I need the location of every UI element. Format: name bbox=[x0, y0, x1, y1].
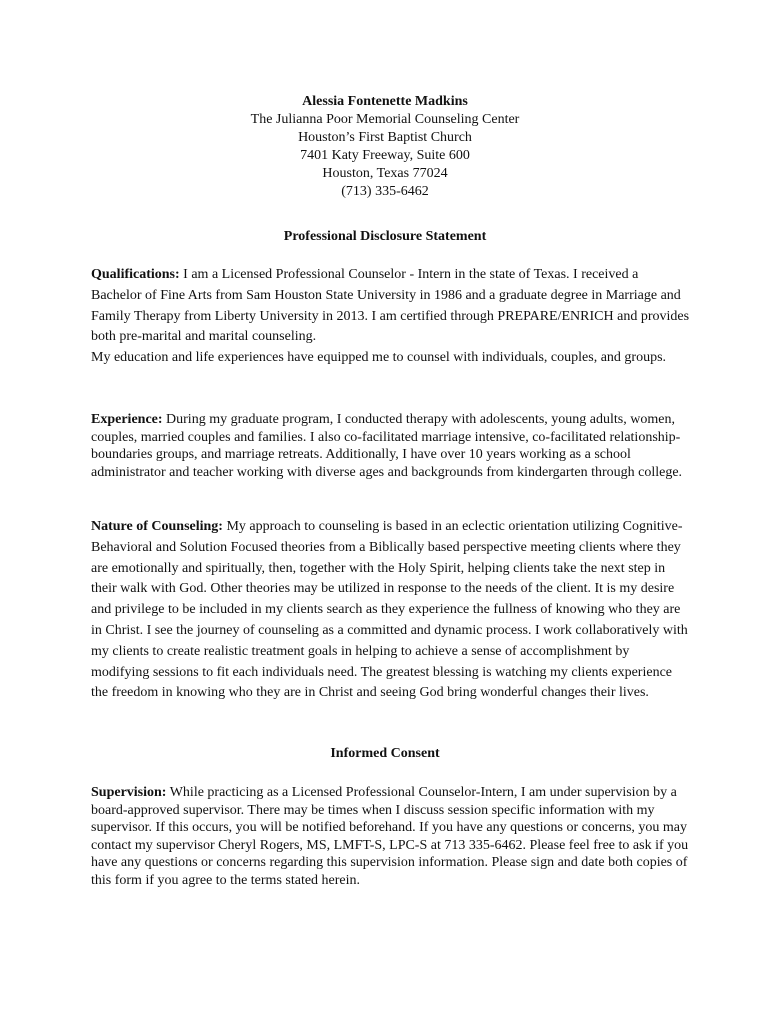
supervision-text: While practicing as a Licensed Professional Counselor-Intern, I am under supervision by a board-approved supervisor. There may be times when I discuss session specific information with my supervisor. If this occurs, you will be notified beforehand. If you have any questions or concerns, you may contact my supervisor Cheryl Rogers, MS, LMFT-S, LPC-S at 713 335-6462. Please feel free to ask if you have any questions or concerns regarding this supervision information. Please sign and date both copies of this form if you agree to the terms stated herein. bbox=[91, 785, 689, 888]
street-address: 7401 Katy Freeway, Suite 600 bbox=[300, 148, 470, 163]
nature-text: My approach to counseling is based in an eclectic orientation utilizing Cognitive-Behavioral and Solution Focused theories from a Biblically based perspective meeting clients where they are emotionally and spiritually, then, together with the Holy Spirit, helping clients take the next step in their walk with God. Other theories may be utilized in response to the needs of the client. It is my desire and privilege to be included in my clients search as they experience the fullness of knowing who they are in Christ. I see the journey of counseling as a committed and dynamic process. I work collaboratively with my clients to create realistic treatment goals in helping to achieve a sense of accomplishment by modifying sessions to fit each individuals need. The greatest blessing is watching my clients experience the freedom in knowing who they are in Christ and seeing God bring wonderful changes their lives. bbox=[91, 519, 688, 701]
experience-text: During my graduate program, I conducted therapy with adolescents, young adults, women, couples, married couples and families. I also co-facilitated marriage intensive, co-facilitated relationship-boundaries groups, and marriage retreats. Additionally, I have over 10 years working as a school administrator and teacher working with diverse ages and backgrounds from kindergarten through college. bbox=[91, 412, 683, 480]
organization-name: The Julianna Poor Memorial Counseling Center bbox=[250, 112, 520, 127]
supervision-label: Supervision: bbox=[91, 785, 167, 800]
disclosure-heading: Professional Disclosure Statement bbox=[283, 229, 487, 244]
church-name: Houston’s First Baptist Church bbox=[298, 130, 472, 145]
supervision-paragraph bbox=[91, 784, 691, 889]
nature-paragraph bbox=[91, 517, 691, 704]
counselor-name: Alessia Fontenette Madkins bbox=[302, 94, 468, 109]
experience-label: Experience: bbox=[91, 412, 163, 427]
nature-label: Nature of Counseling: bbox=[91, 519, 223, 534]
qualifications-text: I am a Licensed Professional Counselor - Intern in the state of Texas. I received a Bachelor of Fine Arts from Sam Houston State University in 1986 and a graduate degree in Marriage and Family Therapy from Liberty University in 2013. I am certified through PREPARE/ENRICH and provides both pre-marital and marital counseling. bbox=[91, 267, 690, 345]
experience-paragraph bbox=[91, 411, 691, 481]
phone-number: (713) 335-6462 bbox=[341, 184, 429, 199]
consent-heading: Informed Consent bbox=[330, 746, 440, 761]
qualifications-paragraph bbox=[91, 265, 691, 369]
qualifications-label: Qualifications: bbox=[91, 267, 180, 282]
letterhead bbox=[0, 93, 770, 201]
qualifications-text-2: My education and life experiences have equipped me to counsel with individuals, couples, and groups. bbox=[91, 350, 667, 366]
city-state-zip: Houston, Texas 77024 bbox=[322, 166, 448, 181]
